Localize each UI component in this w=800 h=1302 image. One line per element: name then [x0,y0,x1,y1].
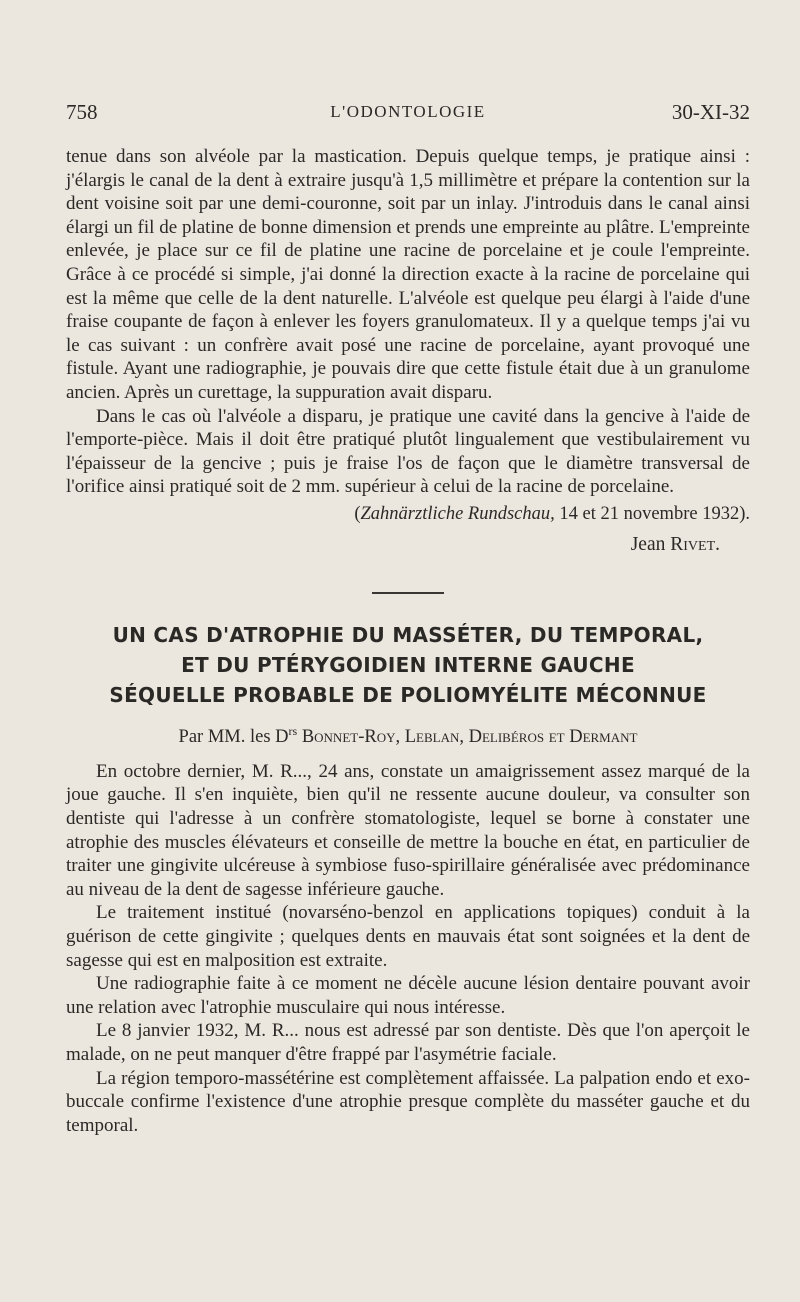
signature-first-name: Jean [630,533,666,555]
signature [66,533,750,557]
article2-paragraph-3: Une radiographie faite à ce moment ne décèle aucune lésion dentaire pouvant avoir une relation avec l'atrophie musculaire qui nous intéresse. [66,973,750,1018]
article2-paragraph-4: Le 8 janvier 1932, M. R... nous est adressé par son dentiste. Dès que l'on aperçoit le malade, on ne peut manquer d'être frappé par l'asymétrie faciale. [66,1020,750,1065]
citation-source: Zahnärztliche Rundschau, [360,503,555,524]
signature-last-name: Rivet. [670,533,720,555]
authors-names: Bonnet-Roy, Leblan, Delibéros et Dermant [301,727,638,748]
article-title [66,620,750,710]
article-title-line-3: SÉQUELLE PROBABLE DE POLIOMYÉLITE MÉCONNUE [109,683,707,708]
article1-paragraph-1: tenue dans son alvéole par la mastication. Depuis quelque temps, je pratique ainsi : j'élargis le canal de la dent à extraire jusqu'à 1,5 millimètre et prépare la contention sur la dent voisine soit par une demi-couronne, soit par un inlay. J'introduis dans le canal ainsi élargi un fil de platine de bonne dimension et prends une empreinte au plâtre. L'empreinte enlevée, je place sur ce fil de platine une racine de porcelaine et je coule l'empreinte. Grâce à ce procédé si simple, j'ai donné la direction exacte à la racine de porcelaine qui est la même que celle de la dent naturelle. L'alvéole est quelque peu élargi à l'aide d'une fraise coupante de façon à enlever les foyers granulomateux. Il y a quelque temps j'ai vu le cas suivant : un confrère avait posé une racine de porcelaine, ayant provoqué une fistule. Ayant une radiographie, je pouvais dire que cette fistule était due à un granulome ancien. Après un curettage, la suppuration avait disparu. [66,146,750,403]
authors-sup: rs [288,724,298,739]
authors-prefix: Par MM. les D [178,727,289,748]
page-number: 758 [66,100,98,124]
journal-title: L'ODONTOLOGIE [330,102,486,121]
article-authors [66,720,750,750]
citation-date: 14 et 21 novembre 1932). [559,503,750,524]
article-title-line-1: UN CAS D'ATROPHIE DU MASSÉTER, DU TEMPORAL, [112,623,704,648]
page-body [66,145,750,1137]
citation: (Zahnärztliche Rundschau, 14 et 21 novembre 1932). [354,503,750,524]
article2-paragraph-1: En octobre dernier, M. R..., 24 ans, constate un amaigrissement assez marqué de la joue gauche. Il s'en inquiète, bien qu'il ne ressente aucune douleur, va consulter son dentiste qui l'adresse à un confrère stomatologiste, lequel se borne à constater une atrophie des muscles élévateurs et conseille de mettre la bouche en état, en particulier de traiter une gingivite ulcéreuse à symbiose fuso-spirillaire généralisée avec prédominance au niveau de la dent de sagesse inférieure gauche. [66,760,750,900]
issue-date: 30-XI-32 [671,100,750,124]
article2-paragraph-5: La région temporo-massétérine est complètement affaissée. La palpation endo et exo-buccale confirme l'existence d'une atrophie presque complète du masséter gauche et du temporal. [66,1067,750,1136]
article2-paragraph-2: Le traitement institué (novarséno-benzol en applications topiques) conduit à la guérison de cette gingivite ; quelques dents en mauvais état sont soignées et la dent de sagesse qui est en malposition est extraite. [66,902,750,971]
article-title-line-2: ET DU PTÉRYGOIDIEN INTERNE GAUCHE [181,653,635,678]
article1-paragraph-2: Dans le cas où l'alvéole a disparu, je pratique une cavité dans la gencive à l'aide de l'emporte-pièce. Mais il doit être pratiqué plutôt lingualement que vestibulairement vu l'épaisseur de la gencive ; puis je fraise l'os de façon que le diamètre transversal de l'orifice ainsi pratiqué soit de 2 mm. supérieur à celui de la racine de porcelaine. [66,405,750,498]
running-header [66,100,750,130]
section-divider [372,592,444,594]
